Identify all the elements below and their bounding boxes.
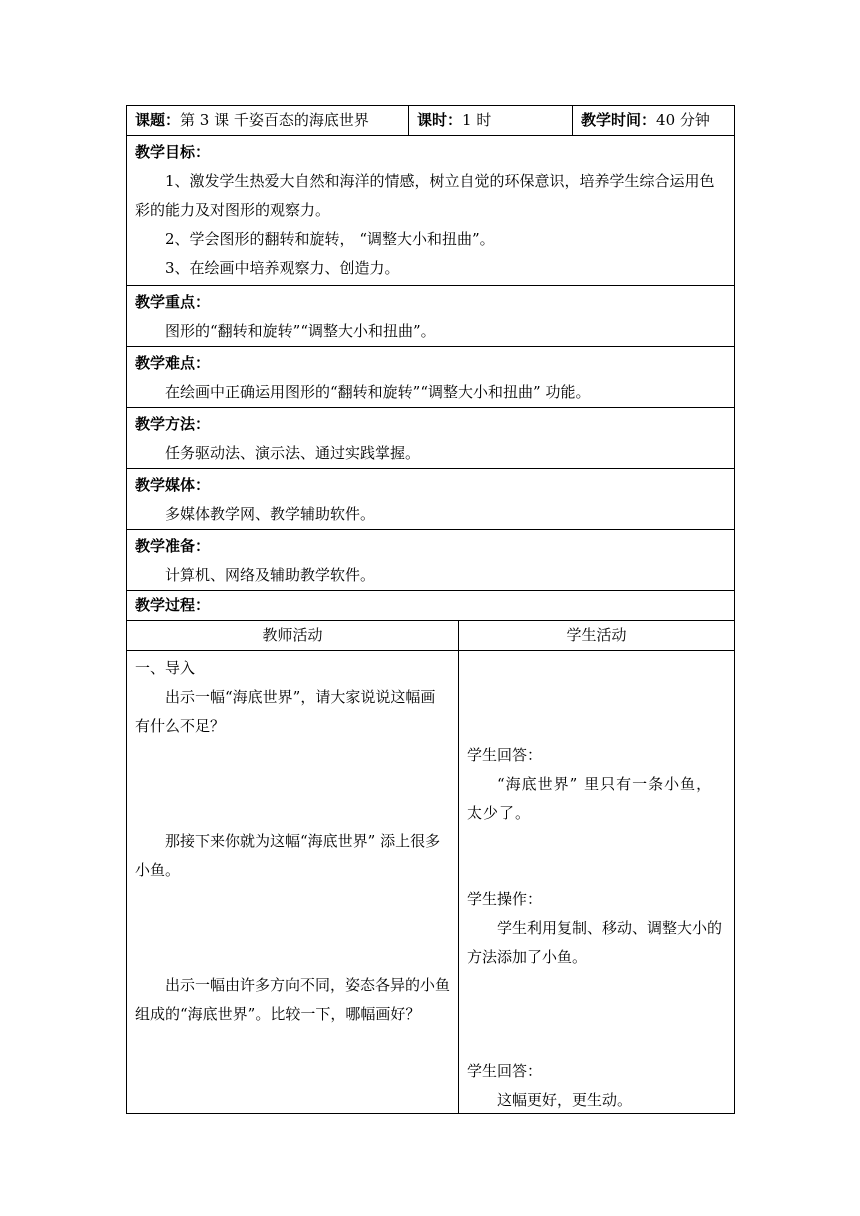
header-row — [127, 106, 735, 136]
key-points-text: 图形的“翻转和旋转”“调整大小和扭曲”。 — [165, 322, 436, 340]
preparation-text: 计算机、网络及辅助教学软件。 — [165, 566, 376, 584]
media-cell — [127, 469, 735, 530]
objective-item: 2、学会图形的翻转和旋转， “调整大小和扭曲”。 — [165, 230, 495, 248]
media-label: 教学媒体： — [135, 476, 211, 494]
period-value: 1 时 — [462, 111, 492, 129]
process-label-cell — [127, 591, 735, 621]
process-label: 教学过程： — [135, 596, 211, 614]
student-answer-label-1: 学生回答： — [467, 746, 543, 764]
objectives-label: 教学目标： — [135, 143, 211, 161]
objectives-cell — [127, 136, 735, 286]
methods-cell — [127, 408, 735, 469]
student-answer-label-2: 学生回答： — [467, 1062, 543, 1080]
topic-value: 第 3 课 千姿百态的海底世界 — [180, 111, 369, 129]
teacher-paragraph-1: 出示一幅“海底世界”，请大家说说这幅画有什么不足？ — [135, 688, 436, 735]
objective-item: 1、激发学生热爱大自然和海洋的情感，树立自觉的环保意识，培养学生综合运用色彩的能力及对图形的观察力。 — [135, 172, 715, 219]
key-points-row — [127, 286, 735, 347]
methods-label: 教学方法： — [135, 415, 211, 433]
teacher-activity-cell — [127, 651, 459, 1114]
media-text: 多媒体教学网、教学辅助软件。 — [165, 505, 376, 523]
period-label: 课时： — [417, 111, 463, 129]
media-row — [127, 469, 735, 530]
student-operation-text: 学生利用复制、移动、调整大小的方法添加了小鱼。 — [467, 919, 723, 966]
lesson-plan-page — [126, 105, 734, 1114]
teacher-paragraph-3: 出示一幅由许多方向不同，姿态各异的小鱼组成的“海底世界”。比较一下，哪幅画好？ — [135, 976, 451, 1023]
topic-label: 课题： — [135, 111, 181, 129]
time-value: 40 分钟 — [656, 111, 710, 129]
difficulties-label: 教学难点： — [135, 354, 211, 372]
student-answer-text-2: 这幅更好，更生动。 — [497, 1091, 633, 1109]
difficulties-row — [127, 347, 735, 408]
preparation-cell — [127, 530, 735, 591]
preparation-label: 教学准备： — [135, 537, 211, 555]
preparation-row — [127, 530, 735, 591]
student-activity-cell — [459, 651, 735, 1114]
time-cell — [573, 106, 735, 136]
student-answer-text-1: “海底世界” 里只有一条小鱼，太少了。 — [467, 775, 713, 822]
process-content-row — [127, 651, 735, 1114]
difficulties-cell — [127, 347, 735, 408]
student-activity-header: 学生活动 — [459, 621, 735, 651]
objectives-row — [127, 136, 735, 286]
process-label-row — [127, 591, 735, 621]
methods-text: 任务驱动法、演示法、通过实践掌握。 — [165, 444, 421, 462]
key-points-label: 教学重点： — [135, 293, 211, 311]
topic-cell — [127, 106, 409, 136]
objective-item: 3、在绘画中培养观察力、创造力。 — [165, 259, 400, 277]
teacher-activity-header: 教师活动 — [127, 621, 459, 651]
time-label: 教学时间： — [581, 111, 657, 129]
lesson-plan-table — [126, 105, 735, 1114]
difficulties-text: 在绘画中正确运用图形的“翻转和旋转”“调整大小和扭曲” 功能。 — [165, 383, 591, 401]
key-points-cell — [127, 286, 735, 347]
methods-row — [127, 408, 735, 469]
teacher-paragraph-2: 那接下来你就为这幅“海底世界” 添上很多小鱼。 — [135, 832, 441, 879]
period-cell — [409, 106, 573, 136]
student-operation-label: 学生操作： — [467, 890, 543, 908]
process-header-row — [127, 621, 735, 651]
teacher-section-intro: 一、导入 — [135, 659, 196, 677]
